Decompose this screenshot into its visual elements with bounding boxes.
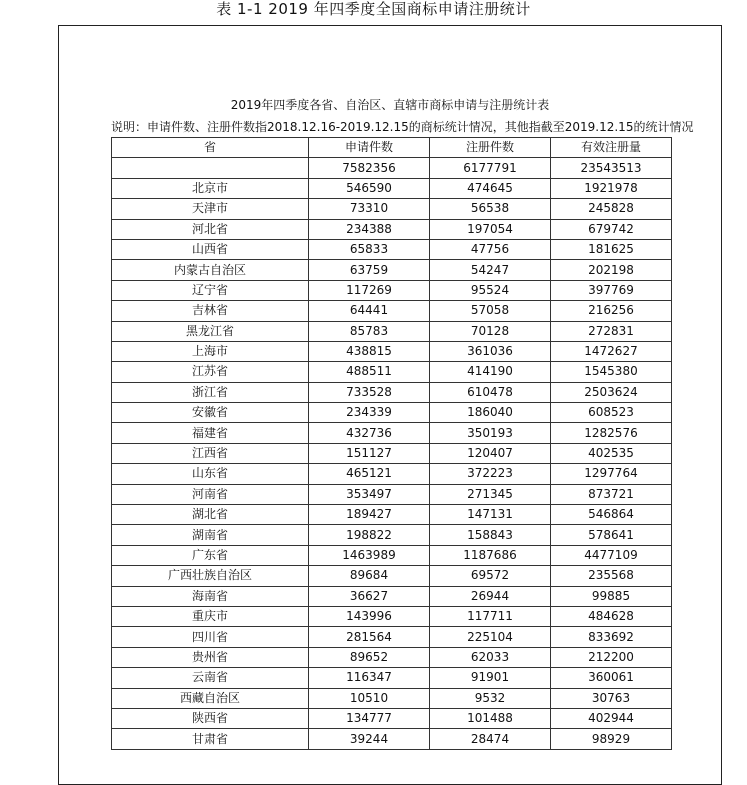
header-registrations: 注册件数 bbox=[430, 138, 551, 158]
cell-valid-registrations: 578641 bbox=[551, 525, 672, 545]
table-row bbox=[112, 688, 672, 708]
cell-registrations: 95524 bbox=[430, 280, 551, 300]
cell-province: 内蒙古自治区 bbox=[112, 260, 309, 280]
cell-valid-registrations: 1921978 bbox=[551, 178, 672, 198]
cell-registrations: 47756 bbox=[430, 239, 551, 259]
cell-valid-registrations: 212200 bbox=[551, 647, 672, 667]
cell-applications: 65833 bbox=[309, 239, 430, 259]
cell-applications: 89684 bbox=[309, 566, 430, 586]
cell-applications: 234339 bbox=[309, 403, 430, 423]
table-row bbox=[112, 464, 672, 484]
cell-valid-registrations: 245828 bbox=[551, 199, 672, 219]
table-row bbox=[112, 443, 672, 463]
cell-province: 安徽省 bbox=[112, 403, 309, 423]
cell-province: 天津市 bbox=[112, 199, 309, 219]
cell-province: 湖南省 bbox=[112, 525, 309, 545]
table-row bbox=[112, 280, 672, 300]
cell-province: 陕西省 bbox=[112, 708, 309, 728]
cell-valid-registrations: 1282576 bbox=[551, 423, 672, 443]
total-registrations: 6177791 bbox=[430, 158, 551, 178]
cell-valid-registrations: 360061 bbox=[551, 668, 672, 688]
cell-registrations: 271345 bbox=[430, 484, 551, 504]
cell-registrations: 117711 bbox=[430, 606, 551, 626]
cell-registrations: 1187686 bbox=[430, 545, 551, 565]
cell-province: 四川省 bbox=[112, 627, 309, 647]
cell-registrations: 56538 bbox=[430, 199, 551, 219]
cell-registrations: 158843 bbox=[430, 525, 551, 545]
total-province bbox=[112, 158, 309, 178]
table-row bbox=[112, 321, 672, 341]
cell-valid-registrations: 484628 bbox=[551, 606, 672, 626]
header-applications: 申请件数 bbox=[309, 138, 430, 158]
cell-valid-registrations: 2503624 bbox=[551, 382, 672, 402]
cell-registrations: 350193 bbox=[430, 423, 551, 443]
cell-valid-registrations: 181625 bbox=[551, 239, 672, 259]
table-row bbox=[112, 341, 672, 361]
cell-applications: 63759 bbox=[309, 260, 430, 280]
table-row bbox=[112, 301, 672, 321]
cell-registrations: 28474 bbox=[430, 729, 551, 749]
cell-valid-registrations: 30763 bbox=[551, 688, 672, 708]
cell-valid-registrations: 216256 bbox=[551, 301, 672, 321]
table-row bbox=[112, 545, 672, 565]
cell-applications: 39244 bbox=[309, 729, 430, 749]
cell-valid-registrations: 402535 bbox=[551, 443, 672, 463]
table-row bbox=[112, 484, 672, 504]
cell-registrations: 101488 bbox=[430, 708, 551, 728]
cell-applications: 234388 bbox=[309, 219, 430, 239]
table-row bbox=[112, 586, 672, 606]
cell-registrations: 186040 bbox=[430, 403, 551, 423]
table-row bbox=[112, 606, 672, 626]
page-caption: 表 1-1 2019 年四季度全国商标申请注册统计 bbox=[216, 0, 531, 18]
cell-valid-registrations: 833692 bbox=[551, 627, 672, 647]
cell-registrations: 26944 bbox=[430, 586, 551, 606]
table-row bbox=[112, 423, 672, 443]
cell-province: 海南省 bbox=[112, 586, 309, 606]
header-valid-registrations: 有效注册量 bbox=[551, 138, 672, 158]
cell-applications: 1463989 bbox=[309, 545, 430, 565]
cell-valid-registrations: 98929 bbox=[551, 729, 672, 749]
cell-applications: 546590 bbox=[309, 178, 430, 198]
cell-province: 江苏省 bbox=[112, 362, 309, 382]
cell-province: 河北省 bbox=[112, 219, 309, 239]
cell-province: 西藏自治区 bbox=[112, 688, 309, 708]
cell-applications: 73310 bbox=[309, 199, 430, 219]
cell-valid-registrations: 202198 bbox=[551, 260, 672, 280]
cell-registrations: 57058 bbox=[430, 301, 551, 321]
cell-applications: 432736 bbox=[309, 423, 430, 443]
cell-registrations: 9532 bbox=[430, 688, 551, 708]
cell-applications: 733528 bbox=[309, 382, 430, 402]
table-note: 说明：申请件数、注册件数指2018.12.16-2019.12.15的商标统计情况，其他指截至2019.12.15的统计情况 bbox=[111, 120, 694, 134]
cell-province: 黑龙江省 bbox=[112, 321, 309, 341]
cell-registrations: 54247 bbox=[430, 260, 551, 280]
cell-province: 浙江省 bbox=[112, 382, 309, 402]
cell-province: 辽宁省 bbox=[112, 280, 309, 300]
cell-valid-registrations: 546864 bbox=[551, 505, 672, 525]
cell-province: 上海市 bbox=[112, 341, 309, 361]
cell-province: 河南省 bbox=[112, 484, 309, 504]
cell-province: 山东省 bbox=[112, 464, 309, 484]
cell-province: 江西省 bbox=[112, 443, 309, 463]
cell-province: 重庆市 bbox=[112, 606, 309, 626]
cell-province: 甘肃省 bbox=[112, 729, 309, 749]
cell-valid-registrations: 272831 bbox=[551, 321, 672, 341]
cell-registrations: 474645 bbox=[430, 178, 551, 198]
table-row bbox=[112, 382, 672, 402]
cell-province: 吉林省 bbox=[112, 301, 309, 321]
table-row bbox=[112, 239, 672, 259]
table-row bbox=[112, 199, 672, 219]
cell-registrations: 70128 bbox=[430, 321, 551, 341]
cell-applications: 488511 bbox=[309, 362, 430, 382]
cell-valid-registrations: 608523 bbox=[551, 403, 672, 423]
table-row bbox=[112, 566, 672, 586]
cell-valid-registrations: 99885 bbox=[551, 586, 672, 606]
cell-registrations: 91901 bbox=[430, 668, 551, 688]
cell-applications: 64441 bbox=[309, 301, 430, 321]
cell-registrations: 69572 bbox=[430, 566, 551, 586]
cell-registrations: 62033 bbox=[430, 647, 551, 667]
cell-province: 山西省 bbox=[112, 239, 309, 259]
cell-applications: 198822 bbox=[309, 525, 430, 545]
cell-registrations: 147131 bbox=[430, 505, 551, 525]
cell-registrations: 197054 bbox=[430, 219, 551, 239]
cell-applications: 143996 bbox=[309, 606, 430, 626]
cell-valid-registrations: 235568 bbox=[551, 566, 672, 586]
cell-province: 贵州省 bbox=[112, 647, 309, 667]
table-row bbox=[112, 362, 672, 382]
cell-province: 广东省 bbox=[112, 545, 309, 565]
cell-registrations: 372223 bbox=[430, 464, 551, 484]
table-row bbox=[112, 505, 672, 525]
table-row bbox=[112, 729, 672, 749]
table-title: 2019年四季度各省、自治区、直辖市商标申请与注册统计表 bbox=[230, 98, 550, 112]
cell-province: 北京市 bbox=[112, 178, 309, 198]
cell-applications: 189427 bbox=[309, 505, 430, 525]
cell-registrations: 361036 bbox=[430, 341, 551, 361]
table-row bbox=[112, 178, 672, 198]
cell-valid-registrations: 1545380 bbox=[551, 362, 672, 382]
cell-valid-registrations: 402944 bbox=[551, 708, 672, 728]
header-province: 省 bbox=[112, 138, 309, 158]
table-row bbox=[112, 219, 672, 239]
cell-registrations: 610478 bbox=[430, 382, 551, 402]
cell-applications: 116347 bbox=[309, 668, 430, 688]
table-row bbox=[112, 403, 672, 423]
statistics-table bbox=[111, 137, 672, 750]
cell-province: 湖北省 bbox=[112, 505, 309, 525]
cell-applications: 85783 bbox=[309, 321, 430, 341]
cell-province: 广西壮族自治区 bbox=[112, 566, 309, 586]
total-applications: 7582356 bbox=[309, 158, 430, 178]
cell-valid-registrations: 1472627 bbox=[551, 341, 672, 361]
cell-registrations: 120407 bbox=[430, 443, 551, 463]
cell-applications: 438815 bbox=[309, 341, 430, 361]
cell-province: 云南省 bbox=[112, 668, 309, 688]
table-row bbox=[112, 525, 672, 545]
cell-applications: 36627 bbox=[309, 586, 430, 606]
cell-province: 福建省 bbox=[112, 423, 309, 443]
cell-applications: 465121 bbox=[309, 464, 430, 484]
cell-applications: 353497 bbox=[309, 484, 430, 504]
cell-applications: 151127 bbox=[309, 443, 430, 463]
cell-applications: 117269 bbox=[309, 280, 430, 300]
table-row bbox=[112, 708, 672, 728]
table-header-row bbox=[112, 138, 672, 158]
total-row bbox=[112, 158, 672, 178]
cell-valid-registrations: 873721 bbox=[551, 484, 672, 504]
table-row bbox=[112, 647, 672, 667]
cell-valid-registrations: 397769 bbox=[551, 280, 672, 300]
cell-applications: 281564 bbox=[309, 627, 430, 647]
cell-applications: 89652 bbox=[309, 647, 430, 667]
table-row bbox=[112, 668, 672, 688]
cell-registrations: 414190 bbox=[430, 362, 551, 382]
cell-applications: 10510 bbox=[309, 688, 430, 708]
total-valid: 23543513 bbox=[551, 158, 672, 178]
table-row bbox=[112, 260, 672, 280]
cell-valid-registrations: 1297764 bbox=[551, 464, 672, 484]
cell-applications: 134777 bbox=[309, 708, 430, 728]
table-row bbox=[112, 627, 672, 647]
cell-valid-registrations: 4477109 bbox=[551, 545, 672, 565]
cell-valid-registrations: 679742 bbox=[551, 219, 672, 239]
cell-registrations: 225104 bbox=[430, 627, 551, 647]
